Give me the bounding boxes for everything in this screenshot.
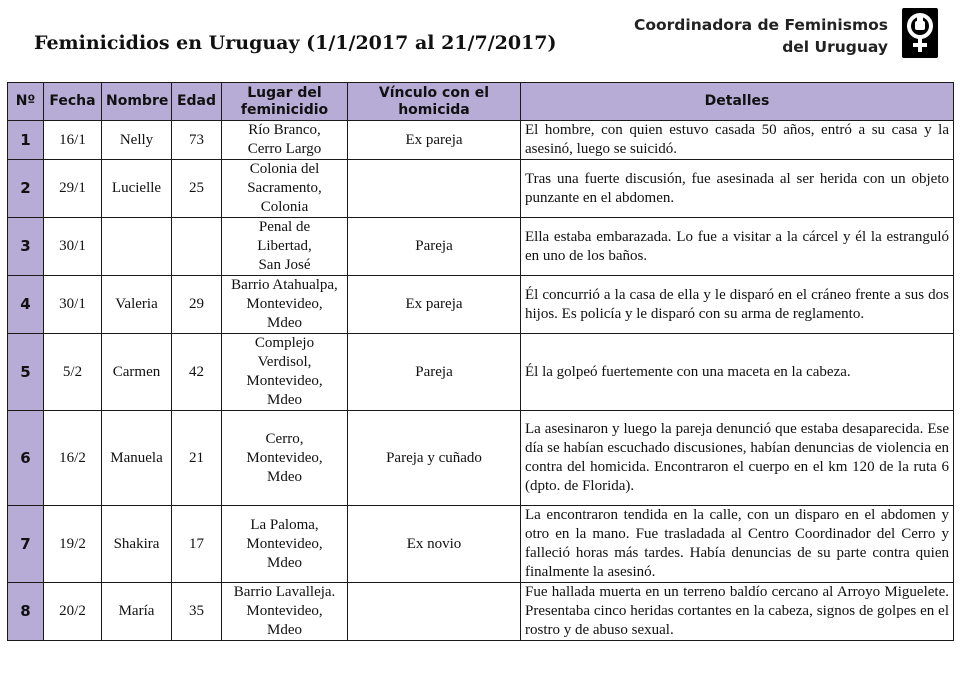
table-row	[8, 121, 954, 160]
cell-date: 30/1	[44, 218, 102, 276]
cell-relation: Ex pareja	[348, 276, 521, 334]
place-line: Montevideo,	[246, 373, 323, 389]
place-line: Sacramento,	[247, 180, 322, 196]
col-header-relation: Vínculo con el homicida	[348, 83, 521, 121]
cell-name: Lucielle	[102, 160, 172, 218]
cell-number: 5	[8, 334, 44, 411]
cell-place	[222, 218, 348, 276]
cell-number: 2	[8, 160, 44, 218]
cell-date: 16/2	[44, 411, 102, 506]
col-header-name: Nombre	[102, 83, 172, 121]
cell-age	[172, 218, 222, 276]
cell-date: 16/1	[44, 121, 102, 160]
table-row	[8, 218, 954, 276]
cell-date: 30/1	[44, 276, 102, 334]
place-line: Mdeo	[267, 315, 302, 331]
table-row	[8, 506, 954, 583]
cell-number: 3	[8, 218, 44, 276]
place-line: Mdeo	[267, 554, 302, 571]
cell-details: El hombre, con quien estuvo casada 50 años, entró a su casa y la asesinó, luego se suicidó.	[521, 121, 954, 160]
cell-relation: Pareja	[348, 218, 521, 276]
cell-place	[222, 276, 348, 334]
place-line: Montevideo,	[246, 535, 323, 552]
place-line: Mdeo	[267, 468, 302, 485]
cell-place	[222, 160, 348, 218]
place-line: Cerro Largo	[247, 141, 322, 157]
cell-age: 25	[172, 160, 222, 218]
org-name-line2: del Uruguay	[782, 38, 888, 56]
cell-details: Él concurrió a la casa de ella y le disparó en el cráneo frente a sus dos hijos. Es policía y le disparó con su arma de reglamento.	[521, 276, 954, 334]
table-header-row	[8, 83, 954, 121]
place-line: Montevideo,	[246, 603, 323, 619]
cell-date: 5/2	[44, 334, 102, 411]
place-line: Barrio Atahualpa,	[231, 277, 338, 293]
cell-name: Shakira	[102, 506, 172, 583]
cell-number: 4	[8, 276, 44, 334]
table-row	[8, 583, 954, 641]
cell-number: 1	[8, 121, 44, 160]
cell-date: 29/1	[44, 160, 102, 218]
table-row	[8, 276, 954, 334]
place-line: Colonia del	[249, 161, 320, 177]
cell-name: Nelly	[102, 121, 172, 160]
place-line: La Paloma,	[250, 516, 319, 533]
cell-relation: Pareja	[348, 334, 521, 411]
place-line: Cerro,	[265, 430, 304, 447]
cell-relation: Pareja y cuñado	[348, 411, 521, 506]
place-line: Libertad,	[257, 238, 312, 254]
feminicides-table	[7, 82, 954, 641]
place-line: Montevideo,	[246, 449, 323, 466]
cell-place	[222, 411, 348, 506]
cell-details: La encontraron tendida en la calle, con un disparo en el abdomen y otro en la mano. Fue trasladada al Centro Coordinador del Cerro y falleció horas más tardes. Había denuncias de su parte contra quien finalmente la asesinó.	[521, 506, 954, 583]
venus-fist-icon	[902, 8, 938, 58]
org-name-line1: Coordinadora de Feminismos	[633, 16, 888, 34]
col-header-age: Edad	[172, 83, 222, 121]
cell-age: 42	[172, 334, 222, 411]
page-title: Feminicidios en Uruguay (1/1/2017 al 21/7/2017)	[34, 32, 557, 54]
cell-number: 6	[8, 411, 44, 506]
cell-relation	[348, 583, 521, 641]
place-line: Montevideo,	[246, 296, 323, 312]
place-line: Complejo	[254, 335, 315, 351]
place-line: Mdeo	[267, 622, 302, 638]
cell-name: Valeria	[102, 276, 172, 334]
cell-details: Tras una fuerte discusión, fue asesinada al ser herida con un objeto punzante en el abdomen.	[521, 160, 954, 218]
cell-date: 20/2	[44, 583, 102, 641]
cell-age: 21	[172, 411, 222, 506]
table-body	[8, 121, 954, 641]
cell-place	[222, 506, 348, 583]
cell-age: 17	[172, 506, 222, 583]
table-row	[8, 160, 954, 218]
cell-date: 19/2	[44, 506, 102, 583]
cell-place	[222, 583, 348, 641]
cell-details: Fue hallada muerta en un terreno baldío cercano al Arroyo Miguelete. Presentaba cinco heridas cortantes en la cabeza, signos de golpes en el rostro y de abuso sexual.	[521, 583, 954, 641]
cell-age: 35	[172, 583, 222, 641]
place-line: San José	[258, 257, 311, 273]
place-line: Colonia	[260, 199, 309, 215]
col-header-number: Nº	[8, 83, 44, 121]
cell-number: 8	[8, 583, 44, 641]
table-row	[8, 334, 954, 411]
cell-details: Ella estaba embarazada. Lo fue a visitar a la cárcel y él la estranguló en uno de los baños.	[521, 218, 954, 276]
cell-relation: Ex novio	[348, 506, 521, 583]
cell-details: La asesinaron y luego la pareja denunció que estaba desaparecida. Ese día se habían escuchado discusiones, habían denuncias de violencia en contra del homicida. Encontraron el cuerpo en el km 120 de la ruta 6 (dpto. de Florida).	[521, 411, 954, 506]
cell-age: 29	[172, 276, 222, 334]
place-line: Mdeo	[267, 392, 302, 408]
table-row	[8, 411, 954, 506]
org-name	[628, 14, 888, 58]
place-line: Barrio Lavalleja.	[233, 584, 336, 600]
cell-name	[102, 218, 172, 276]
cell-name: Manuela	[102, 411, 172, 506]
cell-number: 7	[8, 506, 44, 583]
cell-place	[222, 334, 348, 411]
col-header-place: Lugar del feminicidio	[222, 83, 348, 121]
col-header-details: Detalles	[521, 83, 954, 121]
cell-details: Él la golpeó fuertemente con una maceta en la cabeza.	[521, 334, 954, 411]
cell-age: 73	[172, 121, 222, 160]
cell-name: Carmen	[102, 334, 172, 411]
cell-place	[222, 121, 348, 160]
cell-name: María	[102, 583, 172, 641]
cell-relation: Ex pareja	[348, 121, 521, 160]
place-line: Penal de	[258, 219, 311, 235]
place-line: Verdisol,	[257, 354, 312, 370]
place-line: Río Branco,	[248, 122, 321, 138]
cell-relation	[348, 160, 521, 218]
col-header-date: Fecha	[44, 83, 102, 121]
